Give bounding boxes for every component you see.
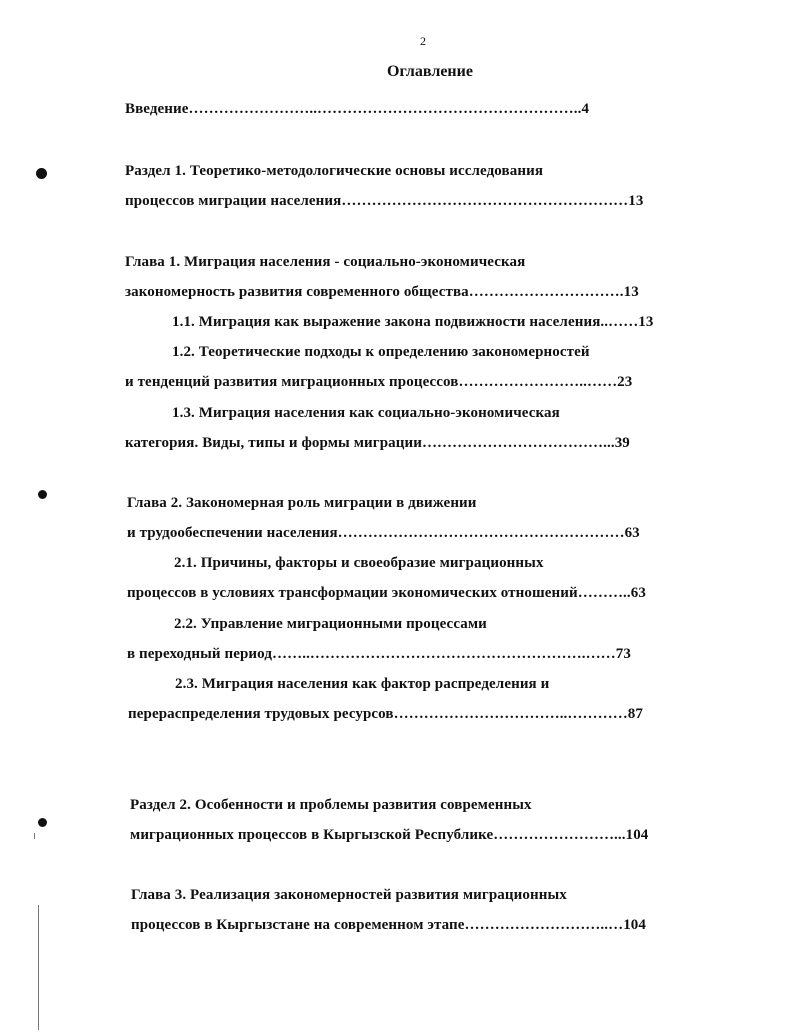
toc-line: Глава 3. Реализация закономерностей развития миграционных bbox=[131, 887, 567, 903]
toc-line: миграционных процессов в Кыргызской Республике……………………...104 bbox=[130, 827, 649, 843]
toc-line: Глава 2. Закономерная роль миграции в движении bbox=[127, 495, 477, 511]
toc-line: Раздел 1. Теоретико-методологические основы исследования bbox=[125, 163, 544, 179]
toc-line: 1.2. Теоретические подходы к определению закономерностей bbox=[172, 344, 590, 360]
toc-line: и тенденций развития миграционных процессов……………………..……23 bbox=[125, 374, 633, 390]
toc-line: закономерность развития современного общества………………………….13 bbox=[125, 284, 639, 300]
page-number: 2 bbox=[420, 34, 426, 48]
toc-line: процессов миграции населения…………………………………………………13 bbox=[125, 193, 644, 209]
toc-line: и трудообеспечении населения…………………………………………………63 bbox=[127, 525, 640, 541]
toc-line: 1.3. Миграция населения как социально-экономическая bbox=[172, 405, 560, 421]
punch-hole-1 bbox=[36, 168, 47, 179]
toc-line: Глава 1. Миграция населения - социально-экономическая bbox=[125, 254, 526, 270]
toc-line: 2.2. Управление миграционными процессами bbox=[174, 616, 487, 632]
punch-hole-2 bbox=[38, 490, 47, 499]
toc-line: категория. Виды, типы и формы миграции………………………………...39 bbox=[125, 435, 630, 451]
punch-hole-3 bbox=[38, 818, 47, 827]
scan-mark-left bbox=[38, 905, 39, 1030]
page-title: Оглавление bbox=[387, 63, 473, 80]
toc-line: Введение……………………..……………………………………………..4 bbox=[125, 101, 590, 117]
toc-line: 1.1. Миграция как выражение закона подвижности населения..……13 bbox=[172, 314, 654, 330]
toc-line: 2.1. Причины, факторы и своеобразие миграционных bbox=[174, 555, 544, 571]
toc-line: перераспределения трудовых ресурсов……………………………..…………87 bbox=[128, 706, 644, 722]
scan-mark-small bbox=[34, 833, 35, 839]
toc-line: процессов в условиях трансформации экономических отношений………..63 bbox=[127, 585, 646, 601]
toc-line: 2.3. Миграция населения как фактор распределения и bbox=[175, 676, 550, 692]
toc-line: Раздел 2. Особенности и проблемы развития современных bbox=[130, 797, 532, 813]
toc-line: в переходный период……..……………………………………………….……73 bbox=[127, 646, 631, 662]
toc-line: процессов в Кыргызстане на современном этапе………………………..…104 bbox=[131, 917, 647, 933]
